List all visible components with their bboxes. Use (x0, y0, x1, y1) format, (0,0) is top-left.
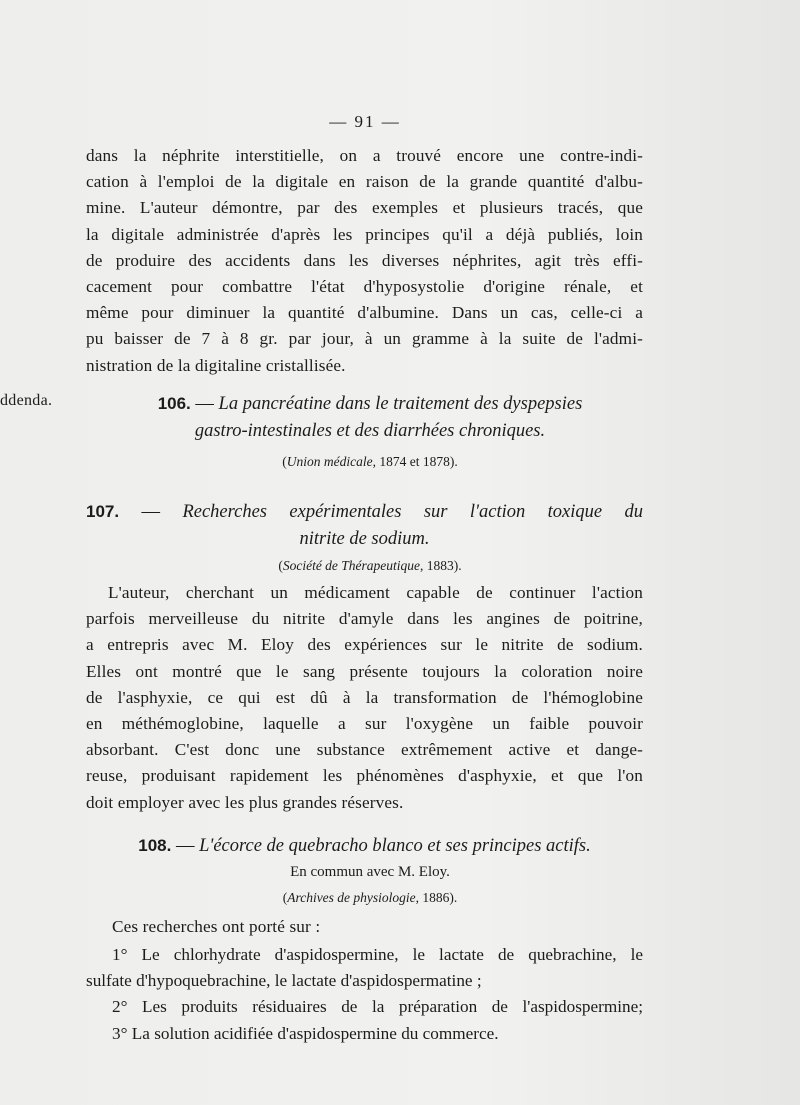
entry-107-title-line1 (86, 498, 643, 526)
entry-107-paragraph (86, 580, 643, 816)
entry-title: L'écorce de quebracho blanco et ses principes actifs. (199, 836, 591, 856)
list-item: 1° Le chlorhydrate d'aspidospermine, le lactate de quebrachine, le (112, 945, 643, 964)
text-line: dans la néphrite interstitielle, on a trouvé encore une contre-indi- (86, 146, 643, 165)
entry-106-title-line1 (110, 390, 630, 418)
entry-107-heading (86, 498, 643, 553)
entry-106-title-line2: gastro-intestinales et des diarrhées chroniques. (194, 421, 546, 441)
text-line: de produire des accidents dans les diverses néphrites, agit très effi- (86, 250, 643, 270)
page-number: — 91 — (329, 112, 401, 131)
intro-paragraph (86, 143, 643, 379)
text-line: L'auteur, cherchant un médicament capable de continuer l'action (108, 583, 643, 602)
text-line: doit employer avec les plus grandes réserves. (86, 792, 404, 812)
entry-dash: — (171, 836, 200, 856)
source-journal: Société de Thérapeutique (282, 558, 421, 573)
entry-108-source: (Archives de physiologie, 1886). (282, 890, 458, 905)
text-line: parfois merveilleuse du nitrite d'amyle dans les angines de poitrine, (86, 609, 643, 629)
entry-106-source: (Union médicale, 1874 et 1878). (282, 454, 458, 469)
entry-108-coauthor: En commun avec M. Eloy. (290, 864, 450, 880)
source-years: , 1874 et 1878). (372, 454, 458, 469)
entry-number: 106. (157, 394, 191, 413)
entry-107-source: (Société de Thérapeutique, 1883). (278, 558, 462, 573)
source-years: , 1886). (415, 890, 458, 905)
entry-108-heading (86, 832, 643, 860)
entry-106-heading (110, 390, 630, 445)
text-line: reuse, produisant rapidement les phénomènes d'asphyxie, et que l'on (86, 766, 643, 786)
entry-108-intro: Ces recherches ont porté sur : (112, 917, 321, 936)
list-item: sulfate d'hypoquebrachine, le lactate d'aspidospermatine ; (86, 971, 482, 991)
text-line: en méthémoglobine, laquelle a sur l'oxygène un faible pouvoir (86, 714, 643, 734)
entry-title: Recherches expérimentales sur l'action toxique du (182, 502, 644, 522)
text-line: pu baisser de 7 à 8 gr. par jour, à un gramme à la suite de l'admi- (86, 329, 643, 349)
source-years: , 1883). (420, 558, 462, 573)
list-item: 2° Les produits résiduaires de la préparation de l'aspidospermine; (112, 997, 643, 1017)
entry-number: 107. (86, 502, 120, 521)
entry-number: 108. (138, 836, 172, 855)
text-line: absorbant. C'est donc une substance extrêmement active et dange- (86, 740, 643, 760)
list-item: 3° La solution acidifiée d'aspidospermine du commerce. (112, 1023, 499, 1043)
text-line: même pour diminuer la quantité d'albumine. Dans un cas, celle-ci a (86, 303, 643, 323)
text-line: mine. L'auteur démontre, par des exemples et plusieurs tracés, que (86, 198, 643, 218)
entry-dash: — (119, 502, 183, 522)
entry-108-list (86, 942, 643, 1047)
source-journal: Archives de physiologie (287, 890, 416, 905)
text-line: nistration de la digitaline cristallisée. (86, 355, 346, 375)
text-line: cacement pour combattre l'état d'hyposystolie d'origine rénale, et (86, 277, 643, 297)
entry-title: La pancréatine dans le traitement des dyspepsies (218, 394, 583, 414)
text-line: Elles ont montré que le sang présente toujours la coloration noire (86, 661, 643, 681)
source-journal: Union médicale (286, 454, 373, 469)
text-line: a entrepris avec M. Eloy des expériences sur le nitrite de sodium. (86, 635, 643, 655)
text-line: la digitale administrée d'après les principes qu'il a déjà publiés, loin (86, 224, 643, 244)
entry-dash: — (190, 394, 219, 414)
entry-107-title-line2: nitrite de sodium. (299, 529, 430, 549)
margin-note: ddenda. (0, 392, 53, 409)
text-line: cation à l'emploi de la digitale en raison de la grande quantité d'albu- (86, 172, 643, 192)
text-line: de l'asphyxie, ce qui est dû à la transformation de l'hémoglobine (86, 687, 643, 707)
